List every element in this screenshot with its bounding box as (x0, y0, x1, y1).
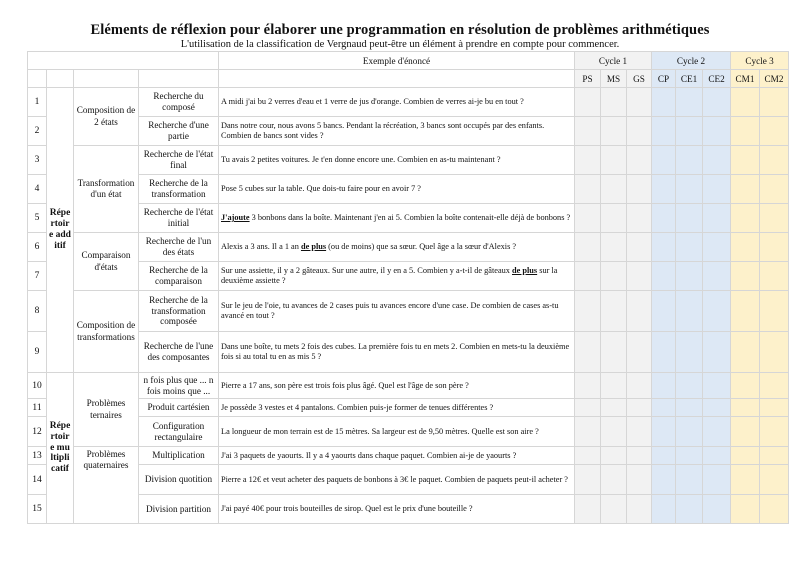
cell-cm1 (731, 291, 760, 332)
cell-cm2 (760, 332, 789, 373)
cell-cp (652, 117, 676, 146)
cell-cp (652, 291, 676, 332)
level-ce1: CE1 (676, 70, 703, 88)
repertoire-multiplicatif (47, 373, 74, 524)
subcategory: Division quotition (139, 465, 219, 495)
cell-ce1 (676, 373, 703, 399)
row-number: 15 (28, 495, 47, 524)
cell-cm2 (760, 88, 789, 117)
cell-cm2 (760, 495, 789, 524)
cell-cm2 (760, 204, 789, 233)
cell-ms (601, 465, 627, 495)
cell-ms (601, 117, 627, 146)
repertoire-label: Répertoire additif (49, 208, 71, 251)
example-text: Dans notre cour, nous avons 5 bancs. Pendant la récréation, 3 bancs sont occupés par des enfants. Combien de bancs sont vides ? (219, 117, 575, 146)
cell-ce1 (676, 495, 703, 524)
example-text: Tu avais 2 petites voitures. Je t'en donne encore une. Combien en as-tu maintenant ? (219, 146, 575, 175)
subcategory: Recherche du composé (139, 88, 219, 117)
cell-ce1 (676, 399, 703, 417)
cell-cm2 (760, 233, 789, 262)
cell-ce2 (703, 332, 731, 373)
repertoire-label: Répertoire multiplicatif (49, 420, 71, 475)
cell-ps (575, 495, 601, 524)
cell-ce1 (676, 233, 703, 262)
cell-cm1 (731, 447, 760, 465)
level-gs: GS (627, 70, 652, 88)
header-blank (139, 70, 219, 88)
table-row (28, 417, 789, 447)
header-cycle-3: Cycle 3 (731, 52, 789, 70)
cell-ce1 (676, 291, 703, 332)
category-problemes-ternaires: Problèmes ternaires (74, 373, 139, 447)
row-number: 9 (28, 332, 47, 373)
cell-ce1 (676, 204, 703, 233)
cell-ms (601, 233, 627, 262)
cell-cm1 (731, 373, 760, 399)
example-text-emphasis: J'ajoute (221, 213, 250, 223)
cell-cp (652, 262, 676, 291)
subcategory: Produit cartésien (139, 399, 219, 417)
cell-cp (652, 175, 676, 204)
cell-gs (627, 495, 652, 524)
row-number: 11 (28, 399, 47, 417)
subcategory: n fois plus que ... n fois moins que ... (139, 373, 219, 399)
cell-ps (575, 117, 601, 146)
cell-ps (575, 465, 601, 495)
level-ce2: CE2 (703, 70, 731, 88)
table-row (28, 88, 789, 117)
cell-gs (627, 262, 652, 291)
cell-ps (575, 373, 601, 399)
cell-cp (652, 465, 676, 495)
category-transformation-etat: Transformation d'un état (74, 146, 139, 233)
table-row (28, 465, 789, 495)
cell-cm2 (760, 399, 789, 417)
table-row (28, 117, 789, 146)
cell-ce2 (703, 373, 731, 399)
cell-cm1 (731, 117, 760, 146)
cell-cp (652, 146, 676, 175)
example-text-emphasis: de plus (512, 266, 538, 276)
example-text: A midi j'ai bu 2 verres d'eau et 1 verre de jus d'orange. Combien de verres ai-je bu en tout ? (219, 88, 575, 117)
row-number: 1 (28, 88, 47, 117)
cell-cm1 (731, 233, 760, 262)
header-row-cycles (28, 52, 789, 70)
subcategory: Recherche de l'une des composantes (139, 332, 219, 373)
table-row (28, 233, 789, 262)
category-composition-transformations: Composition de transformations (74, 291, 139, 373)
row-number: 5 (28, 204, 47, 233)
example-text-part: sur la deuxième assiette ? (221, 266, 558, 285)
cell-gs (627, 204, 652, 233)
cell-ce2 (703, 447, 731, 465)
example-text-part: Alexis a 3 ans. Il a 1 an (221, 242, 301, 252)
cell-cm2 (760, 447, 789, 465)
cell-cm2 (760, 262, 789, 291)
example-text: J'ai 3 paquets de yaourts. Il y a 4 yaourts dans chaque paquet. Combien ai-je de yaourts ? (219, 447, 575, 465)
cell-ms (601, 399, 627, 417)
cell-ce2 (703, 175, 731, 204)
header-cycle-2: Cycle 2 (652, 52, 731, 70)
cell-gs (627, 88, 652, 117)
row-number: 13 (28, 447, 47, 465)
cell-cm2 (760, 117, 789, 146)
example-text-emphasis: de plus (300, 242, 327, 252)
cell-ce2 (703, 204, 731, 233)
cell-cp (652, 399, 676, 417)
cell-cm1 (731, 146, 760, 175)
table-row (28, 399, 789, 417)
header-blank (74, 70, 139, 88)
cell-ce1 (676, 447, 703, 465)
level-cp: CP (652, 70, 676, 88)
cell-cm2 (760, 417, 789, 447)
row-number: 12 (28, 417, 47, 447)
cell-ce2 (703, 417, 731, 447)
header-cycle-1: Cycle 1 (575, 52, 652, 70)
cell-ce2 (703, 146, 731, 175)
subcategory: Recherche d'une partie (139, 117, 219, 146)
cell-gs (627, 291, 652, 332)
cell-ms (601, 332, 627, 373)
category-comparaison-etats: Comparaison d'états (74, 233, 139, 291)
example-text: La longueur de mon terrain est de 15 mètres. Sa largeur est de 9,50 mètres. Quelle est son aire ? (219, 417, 575, 447)
subcategory: Recherche de la comparaison (139, 262, 219, 291)
cell-cm1 (731, 262, 760, 291)
cell-cm1 (731, 465, 760, 495)
example-text-part: Sur une assiette, il y a 2 gâteaux. Sur une autre, il y en a 5. Combien y a-t-il de gâteaux (221, 266, 512, 276)
example-text (219, 204, 575, 233)
cell-ms (601, 204, 627, 233)
cell-cp (652, 447, 676, 465)
level-cm1: CM1 (731, 70, 760, 88)
level-cm2: CM2 (760, 70, 789, 88)
cell-ce1 (676, 465, 703, 495)
cell-ce1 (676, 117, 703, 146)
cell-cm1 (731, 417, 760, 447)
table-row (28, 291, 789, 332)
cell-cp (652, 495, 676, 524)
cell-ms (601, 175, 627, 204)
header-blank (47, 70, 74, 88)
header-empty (28, 52, 219, 70)
header-blank (219, 70, 575, 88)
cell-gs (627, 146, 652, 175)
cell-cp (652, 204, 676, 233)
cell-ps (575, 291, 601, 332)
category-problemes-quaternaires: Problèmes quaternaires (74, 447, 139, 524)
level-ms: MS (601, 70, 627, 88)
cell-ce2 (703, 465, 731, 495)
row-number: 2 (28, 117, 47, 146)
subcategory: Recherche de la transformation composée (139, 291, 219, 332)
row-number: 8 (28, 291, 47, 332)
cell-cm1 (731, 88, 760, 117)
cell-ce2 (703, 117, 731, 146)
example-text-part: (ou de moins) que sa sœur. Quel âge a la sœur d'Alexis ? (326, 242, 517, 252)
cell-ps (575, 146, 601, 175)
example-text: J'ai payé 40€ pour trois bouteilles de sirop. Quel est le prix d'une bouteille ? (219, 495, 575, 524)
category-composition-etats: Composition de 2 états (74, 88, 139, 146)
cell-ms (601, 262, 627, 291)
cell-gs (627, 465, 652, 495)
cell-ce2 (703, 233, 731, 262)
cell-gs (627, 399, 652, 417)
row-number: 3 (28, 146, 47, 175)
header-example-label: Exemple d'énoncé (219, 52, 575, 70)
table-row (28, 447, 789, 465)
cell-ps (575, 399, 601, 417)
cell-ms (601, 447, 627, 465)
cell-ps (575, 417, 601, 447)
cell-ms (601, 146, 627, 175)
cell-cp (652, 417, 676, 447)
table-row (28, 175, 789, 204)
row-number: 6 (28, 233, 47, 262)
cell-cm2 (760, 175, 789, 204)
cell-ps (575, 175, 601, 204)
subcategory: Multiplication (139, 447, 219, 465)
cell-cm1 (731, 399, 760, 417)
header-blank (28, 70, 47, 88)
example-text: Sur le jeu de l'oie, tu avances de 2 cases puis tu avances encore d'une case. De combien de cases as-tu avancé en tout ? (219, 291, 575, 332)
cell-cp (652, 332, 676, 373)
table-row (28, 146, 789, 175)
cell-ce1 (676, 262, 703, 291)
cell-ms (601, 88, 627, 117)
cell-cm2 (760, 146, 789, 175)
table-row (28, 495, 789, 524)
cell-cm2 (760, 373, 789, 399)
example-text: Pose 5 cubes sur la table. Que dois-tu faire pour en avoir 7 ? (219, 175, 575, 204)
cell-ce2 (703, 291, 731, 332)
cell-ps (575, 447, 601, 465)
cell-ce1 (676, 332, 703, 373)
table-row (28, 262, 789, 291)
cell-ce2 (703, 495, 731, 524)
cell-gs (627, 332, 652, 373)
cell-cm2 (760, 291, 789, 332)
cell-cm1 (731, 332, 760, 373)
cell-cm2 (760, 465, 789, 495)
example-text: Pierre a 12€ et veut acheter des paquets de bonbons à 3€ le paquet. Combien de paquets peut-il acheter ? (219, 465, 575, 495)
cell-ce1 (676, 175, 703, 204)
cell-gs (627, 373, 652, 399)
page-subtitle: L'utilisation de la classification de Vergnaud peut-être un élément à prendre en compte pour commencer. (180, 39, 620, 50)
row-number: 14 (28, 465, 47, 495)
header-row-levels (28, 70, 789, 88)
example-text: Je possède 3 vestes et 4 pantalons. Combien puis-je former de tenues différentes ? (219, 399, 575, 417)
subcategory: Recherche de l'état initial (139, 204, 219, 233)
cell-cp (652, 88, 676, 117)
subcategory: Division partition (139, 495, 219, 524)
cell-ps (575, 332, 601, 373)
row-number: 10 (28, 373, 47, 399)
cell-ms (601, 495, 627, 524)
cell-cp (652, 373, 676, 399)
cell-ps (575, 204, 601, 233)
page-title: Eléments de réflexion pour élaborer une programmation en résolution de problèmes arithmétiques (90, 22, 710, 38)
cell-gs (627, 447, 652, 465)
cell-gs (627, 417, 652, 447)
row-number: 4 (28, 175, 47, 204)
subcategory: Recherche de l'un des états (139, 233, 219, 262)
table-row (28, 373, 789, 399)
cell-ce1 (676, 417, 703, 447)
cell-ce2 (703, 399, 731, 417)
cell-ce1 (676, 88, 703, 117)
table-row (28, 204, 789, 233)
cell-gs (627, 233, 652, 262)
cell-cm1 (731, 204, 760, 233)
subcategory: Recherche de la transformation (139, 175, 219, 204)
example-text-part: 3 bonbons dans la boîte. Maintenant j'en ai 5. Combien la boîte contenait-elle déjà de bonbons ? (249, 213, 571, 223)
cell-ce2 (703, 88, 731, 117)
cell-ms (601, 417, 627, 447)
example-text (219, 233, 575, 262)
row-number: 7 (28, 262, 47, 291)
cell-ps (575, 88, 601, 117)
cell-ms (601, 373, 627, 399)
subcategory: Configuration rectangulaire (139, 417, 219, 447)
example-text: Pierre a 17 ans, son père est trois fois plus âgé. Quel est l'âge de son père ? (219, 373, 575, 399)
cell-cm1 (731, 175, 760, 204)
repertoire-additif (47, 88, 74, 373)
cell-cp (652, 233, 676, 262)
level-ps: PS (575, 70, 601, 88)
subcategory: Recherche de l'état final (139, 146, 219, 175)
cell-ms (601, 291, 627, 332)
cell-gs (627, 117, 652, 146)
cell-cm1 (731, 495, 760, 524)
example-text (219, 262, 575, 291)
vergnaud-table (27, 51, 789, 524)
cell-ps (575, 262, 601, 291)
cell-ce2 (703, 262, 731, 291)
example-text: Dans une boîte, tu mets 2 fois des cubes. La première fois tu en mets 2. Combien en mets-tu la deuxième fois si au total tu en as mis 5 ? (219, 332, 575, 373)
cell-ce1 (676, 146, 703, 175)
cell-gs (627, 175, 652, 204)
cell-ps (575, 233, 601, 262)
table-row (28, 332, 789, 373)
